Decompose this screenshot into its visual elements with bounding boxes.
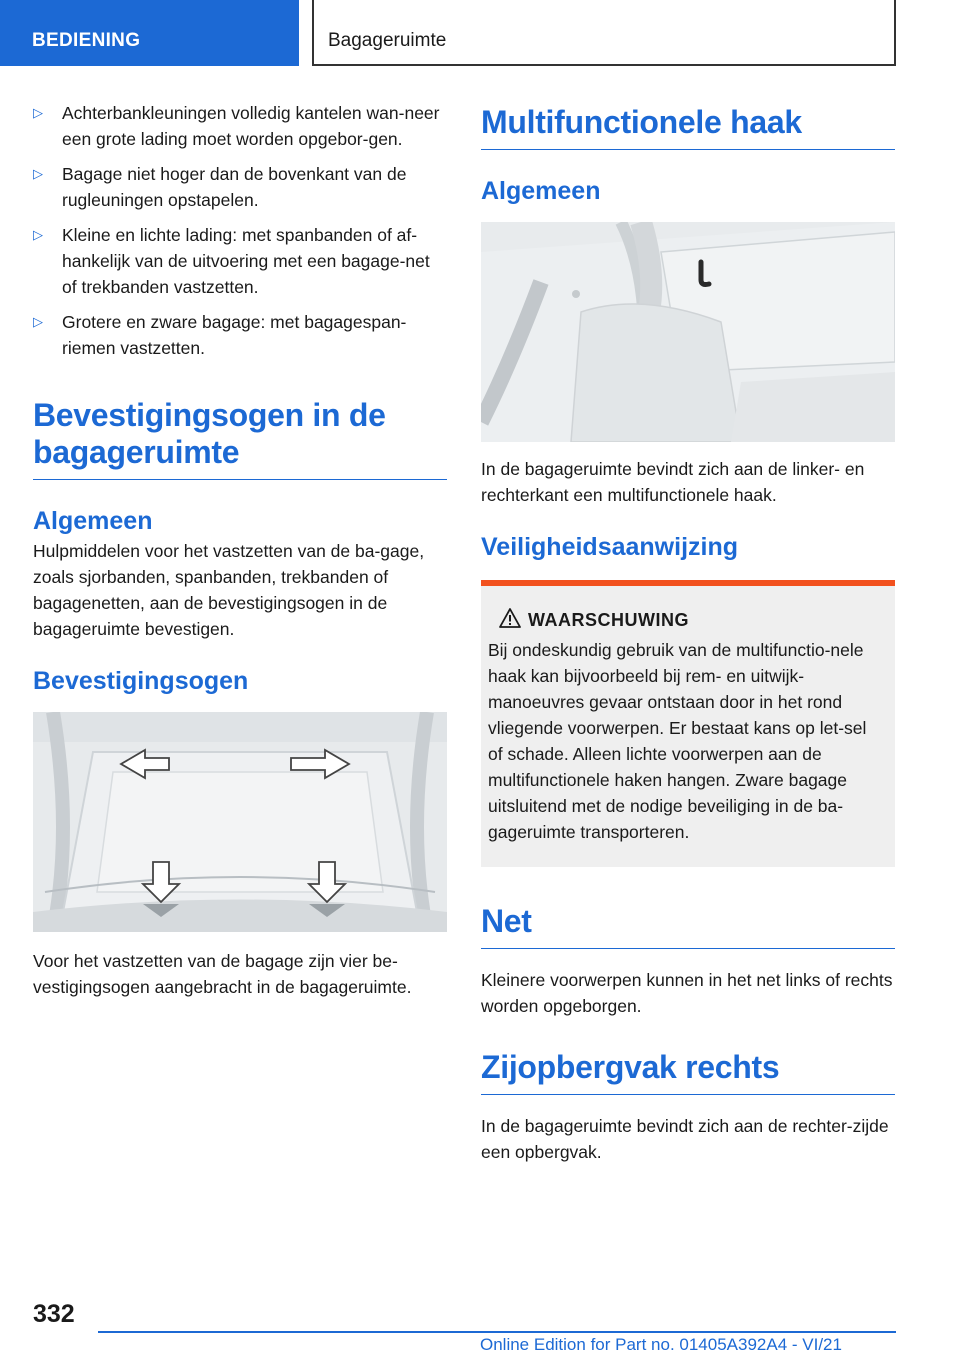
page-number: 332 (33, 1300, 75, 1328)
net-paragraph: Kleinere voorwerpen kunnen in het net links of rechts worden opgeborgen. (481, 970, 893, 1016)
general-paragraph: Hulpmiddelen voor het vastzetten van de ba-gage, zoals sjorbanden, spanbanden, trekbanden of bagagenetten, aan de bevestigingsogen in de bagageruimte bevestigen. (33, 541, 425, 639)
list-item: ▷ Kleine en lichte lading: met spanbanden of af-hankelijk van de uitvoering met een bagage-net of trekbanden vastzetten. (33, 222, 447, 300)
edition-link[interactable]: Online Edition for Part no. 01405A392A4 - VI/21 (480, 1335, 842, 1354)
warning-triangle-icon (488, 608, 528, 633)
warning-text: Bij ondeskundig gebruik van de multifunctio-nele haak kan bijvoorbeeld bij rem- en uitwijk-manoeuvres gevaar ontstaan door in het rond vliegende voorwerpen. Er bestaat kans op let-sel of schade. Alleen lichte voorwerpen aan de multifunctionele haken hangen. Zware bagage uitsluitend met de nodige beveiliging in de ba-gageruimte transporteren. (488, 640, 867, 842)
warning-title-row (488, 608, 881, 633)
multifunction-hook-illustration (481, 222, 895, 442)
side-compartment-paragraph: In de bagageruimte bevindt zich aan de rechter-zijde een opbergvak. (481, 1116, 889, 1162)
section-tab: BEDIENING (0, 0, 299, 66)
triangle-bullet-icon: ▷ (33, 105, 43, 120)
left-column (33, 100, 447, 1000)
warning-box (481, 580, 895, 867)
list-item: ▷ Bagage niet hoger dan de bovenkant van de rugleuningen opstapelen. (33, 161, 447, 213)
hook-paragraph: In de bagageruimte bevindt zich aan de linker- en rechterkant een multifunctionele haak. (481, 459, 865, 505)
chapter-title: Bagageruimte (312, 0, 896, 66)
section-heading-side-compartment: Zijopbergvak rechts (481, 1049, 895, 1095)
triangle-bullet-icon: ▷ (33, 314, 43, 329)
subheading-tie-down-eyes: Bevestigingsogen (33, 667, 249, 695)
triangle-bullet-icon: ▷ (33, 166, 43, 181)
triangle-bullet-icon: ▷ (33, 227, 43, 242)
subheading-general: Algemeen (33, 507, 153, 535)
footer-divider (98, 1331, 896, 1333)
subheading-safety: Veiligheidsaanwijzing (481, 533, 739, 561)
bullet-list (33, 100, 447, 361)
luggage-compartment-eyes-illustration (33, 712, 447, 932)
subheading-hook-general: Algemeen (481, 177, 601, 205)
warning-title: WAARSCHUWING (528, 610, 689, 630)
list-item: ▷ Achterbankleuningen volledig kantelen wan-neer een grote lading moet worden opgebor-gen. (33, 100, 447, 152)
section-heading-tie-down-eyes: Bevestigingsogen in de bagageruimte (33, 397, 447, 480)
right-column (481, 104, 895, 1165)
section-heading-net: Net (481, 903, 895, 949)
list-item: ▷ Grotere en zware bagage: met bagagespan-riemen vastzetten. (33, 309, 447, 361)
section-heading-multifunction-hook: Multifunctionele haak (481, 104, 895, 150)
tie-down-eyes-paragraph: Voor het vastzetten van de bagage zijn vier be-vestigingsogen aangebracht in de bagageruimte. (33, 951, 412, 997)
